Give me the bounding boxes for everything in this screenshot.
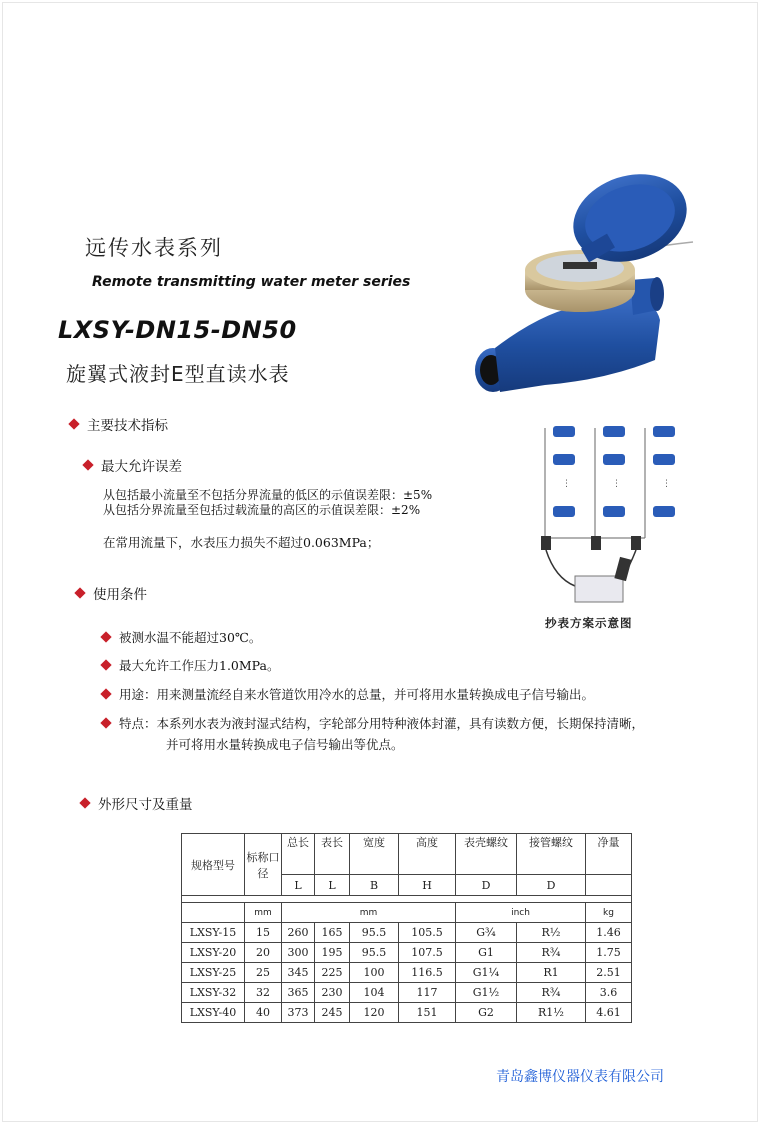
cell-height: 151 <box>399 1003 456 1023</box>
cell-total-length: 345 <box>282 963 315 983</box>
col-header-meter-length: 表长 <box>315 834 350 875</box>
col-header-width: 宽度 <box>350 834 399 875</box>
cell-weight: 1.46 <box>586 923 632 943</box>
model-title: LXSY-DN15-DN50 <box>58 316 297 344</box>
sym-L2: L <box>315 875 350 896</box>
cell-dn: 32 <box>245 983 282 1003</box>
cell-weight: 1.75 <box>586 943 632 963</box>
unit-mm-dims: mm <box>282 903 456 923</box>
cell-meter-length: 245 <box>315 1003 350 1023</box>
condition-item <box>102 714 644 732</box>
dimensions-table <box>181 833 632 1023</box>
cell-dn: 25 <box>245 963 282 983</box>
col-header-case-thread: 表壳螺纹 <box>456 834 517 875</box>
error-limits <box>103 488 432 518</box>
heading-conditions-text: 使用条件 <box>93 587 147 603</box>
cell-model: LXSY-25 <box>182 963 245 983</box>
meter-reading-diagram <box>535 418 685 613</box>
table-row <box>182 943 632 963</box>
cell-dn: 15 <box>245 923 282 943</box>
cell-total-length: 300 <box>282 943 315 963</box>
heading-conditions <box>76 583 147 603</box>
cell-meter-length: 195 <box>315 943 350 963</box>
condition-text-continued: 并可将用水量转换成电子信号输出等优点。 <box>166 737 404 752</box>
bullet-diamond-icon <box>79 797 90 808</box>
cell-weight: 4.61 <box>586 1003 632 1023</box>
cell-height: 117 <box>399 983 456 1003</box>
heading-main-specs-text: 主要技术指标 <box>87 418 168 434</box>
bullet-diamond-icon <box>68 418 79 429</box>
condition-text: 被测水温不能超过30℃。 <box>119 630 262 645</box>
condition-text: 用途：用来测量流经自来水管道饮用冷水的总量，并可将用水量转换成电子信号输出。 <box>119 687 595 702</box>
col-header-model: 规格型号 <box>182 834 245 896</box>
heading-main-specs <box>70 414 168 434</box>
table-spacer <box>182 896 632 903</box>
unit-blank <box>182 903 245 923</box>
svg-text:⋮: ⋮ <box>612 479 621 489</box>
cell-model: LXSY-40 <box>182 1003 245 1023</box>
table-row <box>182 963 632 983</box>
table-row <box>182 923 632 943</box>
col-header-height: 高度 <box>399 834 456 875</box>
unit-inch: inch <box>456 903 586 923</box>
cell-meter-length: 165 <box>315 923 350 943</box>
pressure-loss: 在常用流量下，水表压力损失不超过0.063MPa； <box>103 535 380 550</box>
bullet-diamond-icon <box>82 459 93 470</box>
table-row <box>182 1003 632 1023</box>
product-subtitle: 旋翼式液封E型直读水表 <box>66 362 290 386</box>
cell-case-thread: G2 <box>456 1003 517 1023</box>
condition-item <box>102 685 594 703</box>
cell-pipe-thread: R¾ <box>517 943 586 963</box>
sym-D1: D <box>456 875 517 896</box>
svg-text:⋮: ⋮ <box>562 479 571 489</box>
sym-w <box>586 875 632 896</box>
table-row <box>182 983 632 1003</box>
bullet-diamond-icon <box>100 688 111 699</box>
col-header-weight: 净量 <box>586 834 632 875</box>
condition-item <box>102 628 261 646</box>
cell-total-length: 365 <box>282 983 315 1003</box>
col-header-pipe-thread: 接管螺纹 <box>517 834 586 875</box>
error-line-low: 从包括最小流量至不包括分界流量的低区的示值误差限：±5% <box>103 488 433 502</box>
cell-case-thread: G1¼ <box>456 963 517 983</box>
cell-total-length: 260 <box>282 923 315 943</box>
svg-text:⋮: ⋮ <box>662 479 671 489</box>
col-header-dn: 标称口径 <box>245 834 282 896</box>
cell-width: 95.5 <box>350 923 399 943</box>
heading-dimensions-text: 外形尺寸及重量 <box>98 797 193 813</box>
cell-meter-length: 230 <box>315 983 350 1003</box>
cell-width: 100 <box>350 963 399 983</box>
unit-kg: kg <box>586 903 632 923</box>
cell-pipe-thread: R1 <box>517 963 586 983</box>
sym-H: H <box>399 875 456 896</box>
diagram-caption: 抄表方案示意图 <box>545 616 633 630</box>
cell-model: LXSY-32 <box>182 983 245 1003</box>
cell-width: 120 <box>350 1003 399 1023</box>
series-title-en: Remote transmitting water meter series <box>92 274 411 290</box>
series-title-cn: 远传水表系列 <box>85 236 223 260</box>
cell-model: LXSY-20 <box>182 943 245 963</box>
cell-height: 116.5 <box>399 963 456 983</box>
cell-width: 95.5 <box>350 943 399 963</box>
bullet-diamond-icon <box>100 717 111 728</box>
cell-width: 104 <box>350 983 399 1003</box>
sym-B: B <box>350 875 399 896</box>
cell-meter-length: 225 <box>315 963 350 983</box>
cell-height: 105.5 <box>399 923 456 943</box>
bullet-diamond-icon <box>100 631 111 642</box>
company-name: 青岛鑫博仪器仪表有限公司 <box>496 1069 664 1085</box>
condition-text: 特点：本系列水表为液封湿式结构，字轮部分用特种液体封灌，具有读数方便，长期保持清晰， <box>119 716 645 731</box>
condition-text: 最大允许工作压力1.0MPa。 <box>119 658 280 673</box>
cell-total-length: 373 <box>282 1003 315 1023</box>
cell-weight: 3.6 <box>586 983 632 1003</box>
heading-dimensions <box>81 793 193 813</box>
condition-item <box>102 656 279 674</box>
col-header-total-length: 总长 <box>282 834 315 875</box>
cell-model: LXSY-15 <box>182 923 245 943</box>
cell-case-thread: G1½ <box>456 983 517 1003</box>
cell-weight: 2.51 <box>586 963 632 983</box>
cell-case-thread: G1 <box>456 943 517 963</box>
bullet-diamond-icon <box>74 587 85 598</box>
bullet-diamond-icon <box>100 659 111 670</box>
sym-D2: D <box>517 875 586 896</box>
cell-case-thread: G¾ <box>456 923 517 943</box>
error-line-high: 从包括分界流量至包括过载流量的高区的示值误差限：±2% <box>103 503 421 517</box>
cell-dn: 40 <box>245 1003 282 1023</box>
cell-pipe-thread: R1½ <box>517 1003 586 1023</box>
heading-max-error <box>84 455 182 475</box>
cell-height: 107.5 <box>399 943 456 963</box>
cell-dn: 20 <box>245 943 282 963</box>
water-meter-image <box>455 170 715 395</box>
cell-pipe-thread: R¾ <box>517 983 586 1003</box>
cell-pipe-thread: R½ <box>517 923 586 943</box>
sym-L1: L <box>282 875 315 896</box>
unit-mm-dn: mm <box>245 903 282 923</box>
heading-max-error-text: 最大允许误差 <box>101 459 182 475</box>
